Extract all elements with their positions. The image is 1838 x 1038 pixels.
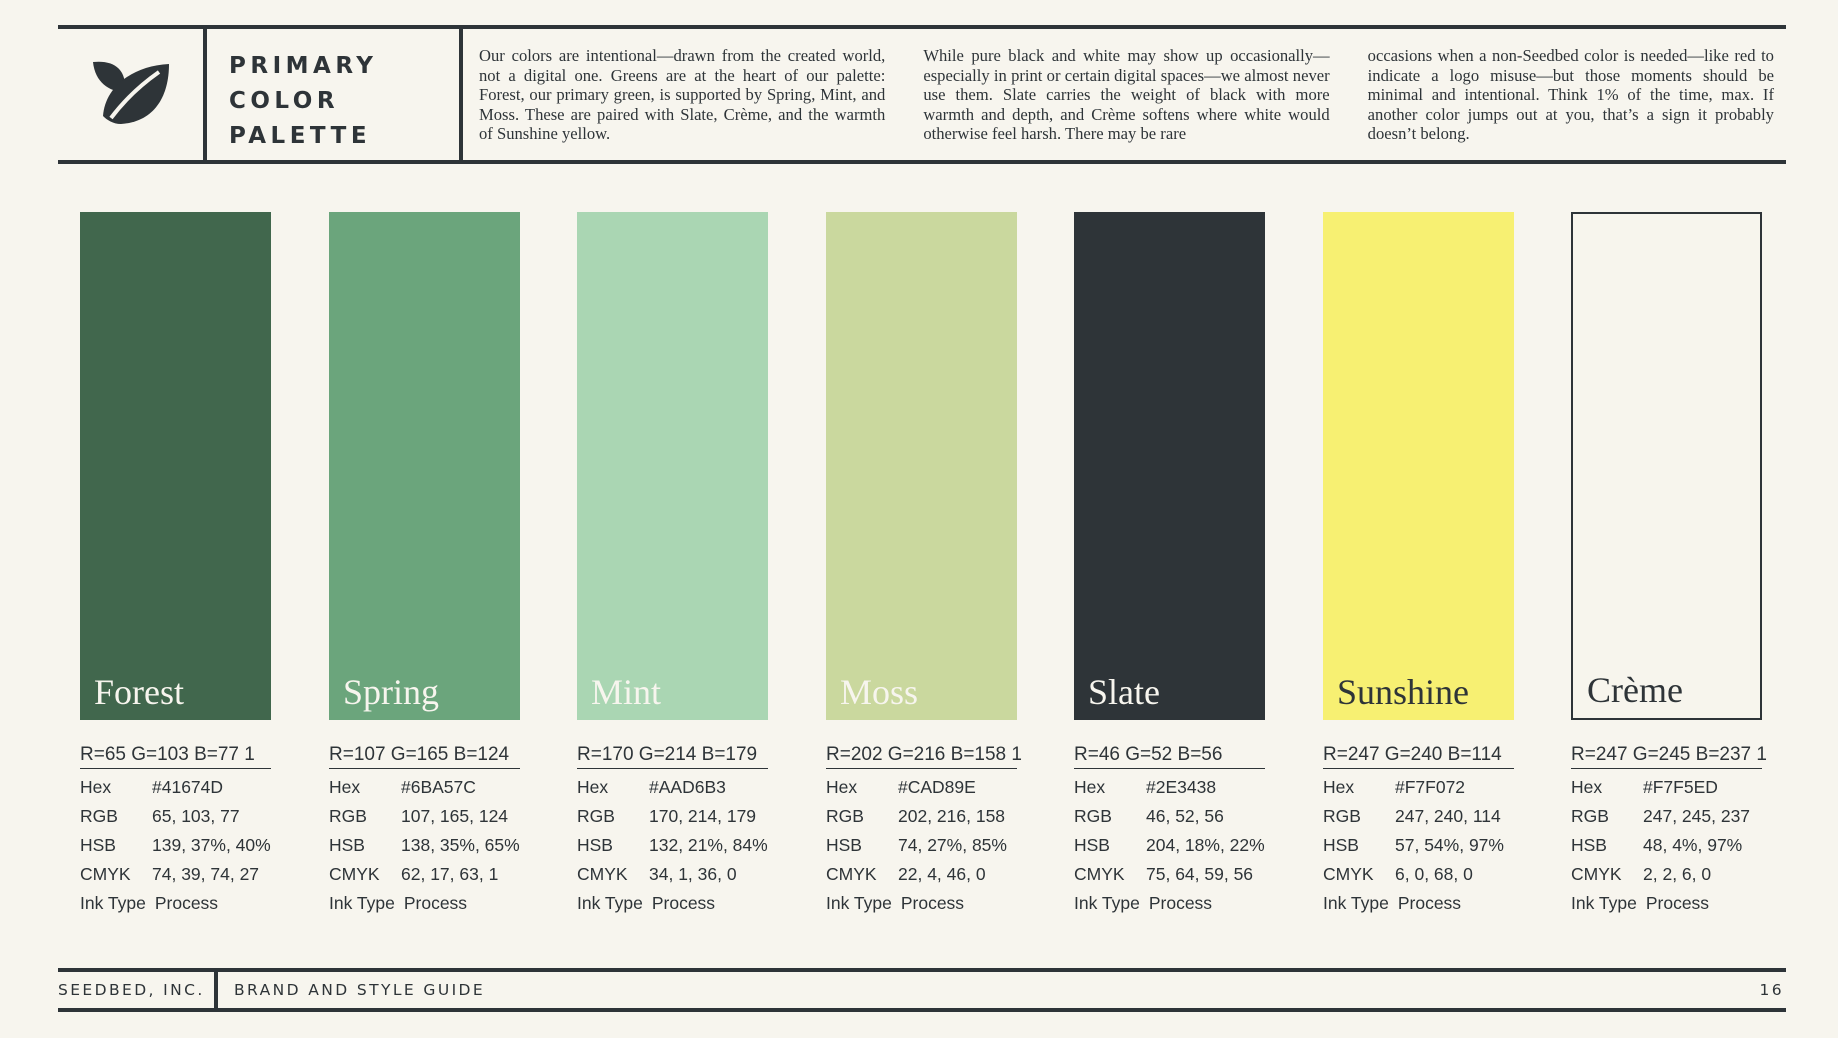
- spec-row-hsb: [1323, 831, 1515, 860]
- spec-value: Process: [1645, 893, 1710, 913]
- swatch-spec-table: [577, 773, 769, 918]
- spec-row-ink-type: [80, 889, 272, 918]
- spec-value: 170, 214, 179: [649, 806, 757, 826]
- spec-label: CMYK: [826, 864, 877, 884]
- swatch-name: Crème: [1587, 670, 1683, 710]
- spec-row-ink-type: [826, 889, 1018, 918]
- spec-row-cmyk: [1323, 860, 1515, 889]
- spec-value: Process: [154, 893, 219, 913]
- intro-column: occasions when a non-Seedbed color is needed—like red to indicate a logo misuse—but those moments should be minimal and intentional. Think 1% of the time, max. If another color jumps out at you, that’s a sign it probably doesn’t belong.: [1367, 46, 1774, 144]
- spec-label: CMYK: [329, 864, 380, 884]
- spec-label: HSB: [1571, 835, 1607, 855]
- spec-label: Ink Type: [1323, 893, 1389, 913]
- spec-row-cmyk: [329, 860, 521, 889]
- spec-label: Ink Type: [1571, 893, 1637, 913]
- spec-value: 48, 4%, 97%: [1643, 835, 1743, 855]
- spec-row-hsb: [1074, 831, 1266, 860]
- spec-row-hsb: [577, 831, 769, 860]
- spec-label: Ink Type: [1074, 893, 1140, 913]
- spec-label: CMYK: [577, 864, 628, 884]
- spec-row-ink-type: [329, 889, 521, 918]
- spec-value: 74, 27%, 85%: [898, 835, 1007, 855]
- swatch-name: Mint: [591, 672, 662, 712]
- swatch-column: [1323, 212, 1515, 918]
- spec-row-cmyk: [1571, 860, 1763, 889]
- spec-row-hex: [826, 773, 1018, 802]
- spec-label: CMYK: [1571, 864, 1622, 884]
- swatch-name: Forest: [94, 672, 184, 712]
- spec-value: 247, 240, 114: [1395, 806, 1501, 826]
- swatch-column: [1074, 212, 1266, 918]
- spec-row-cmyk: [80, 860, 272, 889]
- spec-value: 57, 54%, 97%: [1395, 835, 1504, 855]
- spec-row-hex: [577, 773, 769, 802]
- spec-row-ink-type: [1074, 889, 1266, 918]
- spec-label: Hex: [1571, 777, 1603, 797]
- spec-row-hsb: [826, 831, 1018, 860]
- spec-row-hex: [1074, 773, 1266, 802]
- title-line: COLOR: [229, 88, 340, 114]
- swatch-spec-heading: R=65 G=103 B=77 1: [80, 744, 271, 769]
- page-footer: [58, 968, 1786, 1012]
- spec-value: Process: [1397, 893, 1462, 913]
- intro-column: Our colors are intentional—drawn from the created world, not a digital one. Greens are at the heart of our palette: Forest, our primary green, is supported by Spring, Mint, and Moss. These are paired with Slate, Crème, and the warmth of Sunshine yellow.: [479, 46, 886, 144]
- swatch-spec-table: [80, 773, 272, 918]
- spec-label: HSB: [329, 835, 365, 855]
- spec-label: RGB: [80, 806, 118, 826]
- swatch-spec-heading: R=170 G=214 B=179: [577, 744, 768, 769]
- spec-row-ink-type: [1571, 889, 1763, 918]
- spec-label: CMYK: [1074, 864, 1125, 884]
- spec-value: 204, 18%, 22%: [1146, 835, 1265, 855]
- intro-text: [463, 29, 1786, 160]
- spec-value: #AAD6B3: [649, 777, 726, 797]
- swatch-spec-table: [826, 773, 1018, 918]
- title-line: PRIMARY: [229, 53, 378, 79]
- page-number: 16: [1759, 981, 1784, 999]
- spec-value: Process: [651, 893, 716, 913]
- spec-row-rgb: [1323, 802, 1515, 831]
- spec-label: Hex: [80, 777, 112, 797]
- swatch-name: Slate: [1088, 672, 1160, 712]
- swatch-name: Moss: [840, 672, 919, 712]
- spec-value: Process: [900, 893, 965, 913]
- spec-label: Hex: [1074, 777, 1106, 797]
- spec-row-rgb: [329, 802, 521, 831]
- footer-company: SEEDBED, INC.: [58, 972, 218, 1008]
- spec-value: #6BA57C: [401, 777, 476, 797]
- color-swatch: [80, 212, 271, 720]
- spec-value: #41674D: [152, 777, 224, 797]
- spec-row-hsb: [1571, 831, 1763, 860]
- spec-label: Ink Type: [577, 893, 643, 913]
- swatch-spec-table: [1323, 773, 1515, 918]
- spec-value: 132, 21%, 84%: [649, 835, 768, 855]
- spec-label: HSB: [577, 835, 613, 855]
- spec-label: RGB: [1571, 806, 1609, 826]
- swatch-spec-heading: R=202 G=216 B=158 1: [826, 744, 1017, 769]
- color-swatch: [577, 212, 768, 720]
- spec-row-ink-type: [1323, 889, 1515, 918]
- spec-label: CMYK: [1323, 864, 1374, 884]
- spec-row-cmyk: [1074, 860, 1266, 889]
- spec-row-hsb: [80, 831, 272, 860]
- spec-value: 34, 1, 36, 0: [649, 864, 737, 884]
- spec-row-rgb: [1074, 802, 1266, 831]
- color-swatch: [1571, 212, 1762, 720]
- spec-value: #CAD89E: [898, 777, 976, 797]
- spec-row-rgb: [80, 802, 272, 831]
- spec-label: Hex: [826, 777, 858, 797]
- spec-label: Ink Type: [80, 893, 146, 913]
- swatch-spec-table: [1571, 773, 1763, 918]
- spec-row-hex: [80, 773, 272, 802]
- spec-label: RGB: [1074, 806, 1112, 826]
- swatch-spec-heading: R=107 G=165 B=124: [329, 744, 520, 769]
- spec-label: Hex: [1323, 777, 1355, 797]
- color-swatch: [1323, 212, 1514, 720]
- swatch-name: Sunshine: [1337, 672, 1470, 712]
- swatch-spec-heading: R=247 G=245 B=237 1: [1571, 744, 1762, 769]
- spec-label: Hex: [329, 777, 361, 797]
- footer-guide-title: BRAND AND STYLE GUIDE: [234, 981, 486, 999]
- title-line: PALETTE: [229, 123, 372, 149]
- swatch-spec-table: [329, 773, 521, 918]
- spec-label: HSB: [1074, 835, 1110, 855]
- spec-row-hex: [1323, 773, 1515, 802]
- spec-label: RGB: [1323, 806, 1361, 826]
- spec-value: Process: [403, 893, 468, 913]
- spec-value: #2E3438: [1146, 777, 1217, 797]
- page-title: [207, 29, 463, 160]
- spec-value: 62, 17, 63, 1: [401, 864, 499, 884]
- logo-cell: [58, 29, 207, 160]
- leaf-icon: [91, 58, 171, 131]
- spec-row-cmyk: [577, 860, 769, 889]
- spec-value: #F7F5ED: [1643, 777, 1718, 797]
- spec-row-ink-type: [577, 889, 769, 918]
- spec-value: 139, 37%, 40%: [152, 835, 271, 855]
- spec-value: 202, 216, 158: [898, 806, 1006, 826]
- spec-row-rgb: [1571, 802, 1763, 831]
- spec-value: 46, 52, 56: [1146, 806, 1224, 826]
- color-swatch: [1074, 212, 1265, 720]
- swatch-name: Spring: [343, 672, 440, 712]
- spec-label: Hex: [577, 777, 609, 797]
- swatch-column: [80, 212, 272, 918]
- spec-row-rgb: [826, 802, 1018, 831]
- swatch-spec-heading: R=247 G=240 B=114: [1323, 744, 1514, 769]
- spec-label: HSB: [1323, 835, 1359, 855]
- spec-value: #F7F072: [1395, 777, 1466, 797]
- spec-row-rgb: [577, 802, 769, 831]
- spec-value: 74, 39, 74, 27: [152, 864, 260, 884]
- spec-label: Ink Type: [826, 893, 892, 913]
- color-swatch: [329, 212, 520, 720]
- spec-value: 107, 165, 124: [401, 806, 509, 826]
- spec-label: CMYK: [80, 864, 131, 884]
- swatch-column: [826, 212, 1022, 918]
- spec-row-hsb: [329, 831, 521, 860]
- spec-label: HSB: [826, 835, 862, 855]
- swatch-spec-heading: R=46 G=52 B=56: [1074, 744, 1265, 769]
- color-swatch: [826, 212, 1017, 720]
- spec-value: 22, 4, 46, 0: [898, 864, 986, 884]
- spec-value: 6, 0, 68, 0: [1395, 864, 1473, 884]
- spec-label: RGB: [826, 806, 864, 826]
- spec-label: Ink Type: [329, 893, 395, 913]
- swatch-column: [1571, 212, 1767, 918]
- spec-value: 247, 245, 237: [1643, 806, 1751, 826]
- spec-value: 65, 103, 77: [152, 806, 240, 826]
- page-header: [58, 25, 1786, 164]
- spec-value: 75, 64, 59, 56: [1146, 864, 1254, 884]
- spec-value: Process: [1148, 893, 1213, 913]
- spec-row-hex: [329, 773, 521, 802]
- intro-column: While pure black and white may show up occasionally—especially in print or certain digital spaces—we almost never use them. Slate carries the weight of black with more warmth and depth, and Crème softens where white would otherwise feel harsh. There may be rare: [923, 46, 1330, 144]
- spec-row-hex: [1571, 773, 1763, 802]
- spec-value: 138, 35%, 65%: [401, 835, 520, 855]
- spec-value: 2, 2, 6, 0: [1643, 864, 1712, 884]
- spec-label: RGB: [577, 806, 615, 826]
- swatch-spec-table: [1074, 773, 1266, 918]
- swatch-column: [329, 212, 521, 918]
- spec-row-cmyk: [826, 860, 1018, 889]
- spec-label: HSB: [80, 835, 116, 855]
- spec-label: RGB: [329, 806, 367, 826]
- swatch-column: [577, 212, 769, 918]
